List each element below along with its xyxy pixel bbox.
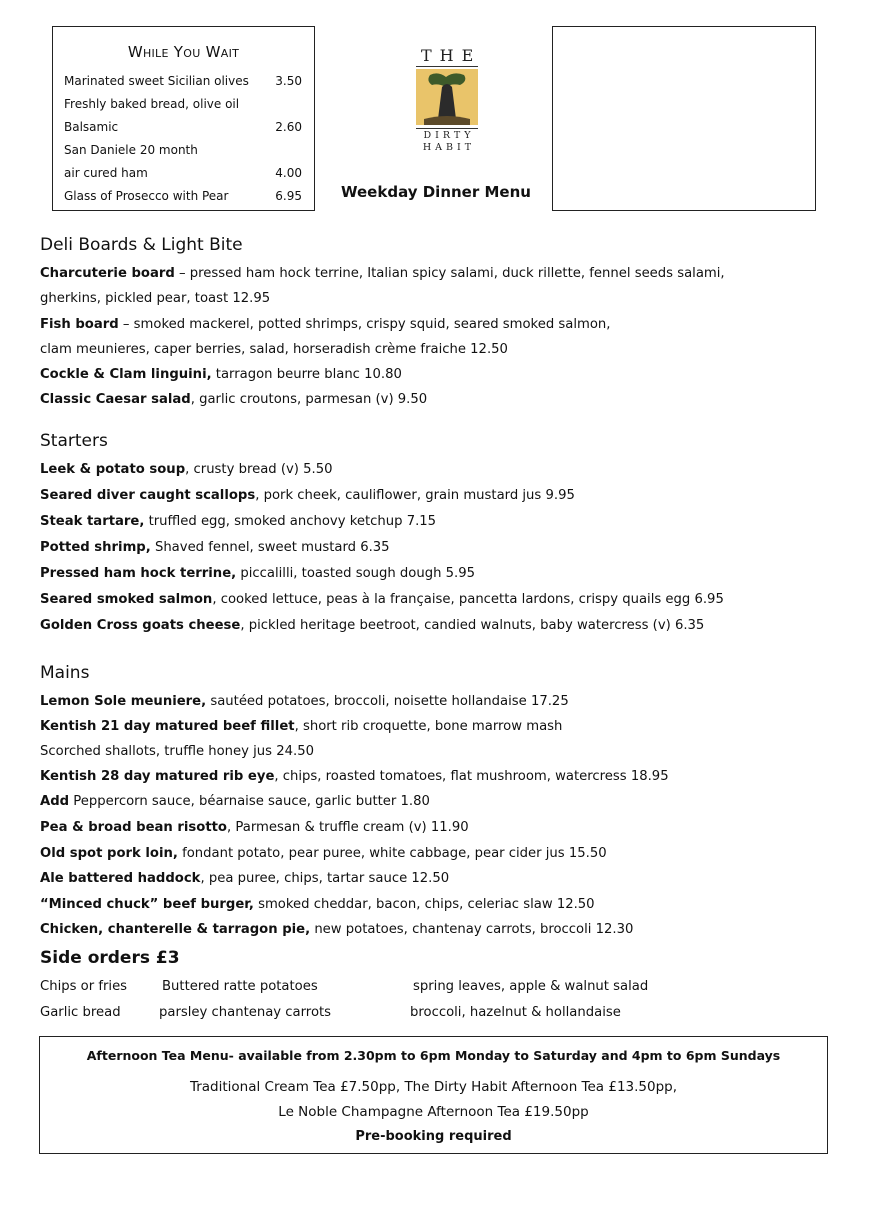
- side-item: Garlic bread: [40, 1005, 121, 1020]
- while-you-wait-box: [52, 26, 315, 211]
- afternoon-tea-line: Traditional Cream Tea £7.50pp, The Dirty Habit Afternoon Tea £13.50pp,: [189, 1079, 678, 1095]
- menu-line: “Minced chuck” beef burger, smoked cheddar, bacon, chips, celeriac slaw 12.50: [40, 897, 595, 912]
- wait-item: Balsamic 2.60: [64, 120, 302, 134]
- afternoon-tea-box: [39, 1036, 828, 1154]
- menu-line: Chicken, chanterelle & tarragon pie, new potatoes, chantenay carrots, broccoli 12.30: [40, 922, 634, 937]
- menu-line: Pea & broad bean risotto, Parmesan & truffle cream (v) 11.90: [40, 820, 469, 835]
- menu-line: Steak tartare, truffled egg, smoked anchovy ketchup 7.15: [40, 514, 437, 529]
- wait-item: Marinated sweet Sicilian olives 3.50: [64, 74, 302, 88]
- section-heading-sides: Side orders £3: [40, 948, 180, 968]
- blank-box: [552, 26, 816, 211]
- side-item: spring leaves, apple & walnut salad: [413, 979, 649, 994]
- menu-line: Scorched shallots, truffle honey jus 24.50: [40, 744, 314, 759]
- monk-illustration-icon: [416, 69, 478, 125]
- menu-line: Add Peppercorn sauce, béarnaise sauce, garlic butter 1.80: [40, 794, 430, 809]
- menu-line: Seared diver caught scallops, pork cheek, cauliflower, grain mustard jus 9.95: [40, 488, 575, 503]
- side-item: parsley chantenay carrots: [159, 1005, 332, 1020]
- afternoon-tea-line: Le Noble Champagne Afternoon Tea £19.50pp: [278, 1104, 589, 1120]
- menu-line: Ale battered haddock, pea puree, chips, tartar sauce 12.50: [40, 871, 450, 886]
- menu-line: Leek & potato soup, crusty bread (v) 5.50: [40, 462, 333, 477]
- menu-line: Lemon Sole meuniere, sautéed potatoes, broccoli, noisette hollandaise 17.25: [40, 694, 569, 709]
- menu-line: Fish board – smoked mackerel, potted shrimps, crispy squid, seared smoked salmon,: [40, 317, 611, 332]
- menu-line: Golden Cross goats cheese, pickled heritage beetroot, candied walnuts, baby watercress (v) 6.35: [40, 618, 705, 633]
- menu-line: Kentish 28 day matured rib eye, chips, roasted tomatoes, flat mushroom, watercress 18.95: [40, 769, 669, 784]
- side-item: broccoli, hazelnut & hollandaise: [410, 1005, 621, 1020]
- afternoon-tea-title: Afternoon Tea Menu- available from 2.30pm to 6pm Monday to Saturday and 4pm to 6pm Sundays: [86, 1048, 781, 1063]
- while-you-wait-title: While You Wait: [127, 43, 240, 61]
- menu-line: Potted shrimp, Shaved fennel, sweet mustard 6.35: [40, 540, 390, 555]
- menu-line: Pressed ham hock terrine, piccalilli, toasted sough dough 5.95: [40, 566, 476, 581]
- menu-line: Classic Caesar salad, garlic croutons, parmesan (v) 9.50: [40, 392, 428, 407]
- menu-line: Charcuterie board – pressed ham hock terrine, Italian spicy salami, duck rillette, fennel seeds salami,: [40, 266, 725, 281]
- menu-line: Cockle & Clam linguini, tarragon beurre blanc 10.80: [40, 367, 402, 382]
- wait-item: Freshly baked bread, olive oil: [64, 97, 240, 111]
- menu-line: Old spot pork loin, fondant potato, pear puree, white cabbage, pear cider jus 15.50: [40, 846, 607, 861]
- menu-line: Kentish 21 day matured beef fillet, short rib croquette, bone marrow mash: [40, 719, 563, 734]
- section-heading-deli: Deli Boards & Light Bite: [40, 235, 243, 255]
- wait-item: air cured ham 4.00: [64, 166, 302, 180]
- section-heading-starters: Starters: [40, 431, 108, 451]
- section-heading-mains: Mains: [40, 663, 90, 683]
- wait-item: Glass of Prosecco with Pear 6.95: [64, 189, 302, 203]
- side-item: Buttered ratte potatoes: [162, 979, 318, 994]
- dirty-habit-logo: THE DIRTY HABIT: [413, 46, 481, 156]
- menu-title: Weekday Dinner Menu: [341, 183, 531, 201]
- menu-line: Seared smoked salmon, cooked lettuce, peas à la française, pancetta lardons, crispy quails egg 6.95: [40, 592, 724, 607]
- pre-booking-note: Pre-booking required: [355, 1129, 512, 1144]
- menu-line: clam meunieres, caper berries, salad, horseradish crème fraiche 12.50: [40, 342, 508, 357]
- menu-line: gherkins, pickled pear, toast 12.95: [40, 291, 271, 306]
- side-item: Chips or fries: [40, 979, 128, 994]
- wait-item: San Daniele 20 month: [64, 143, 198, 157]
